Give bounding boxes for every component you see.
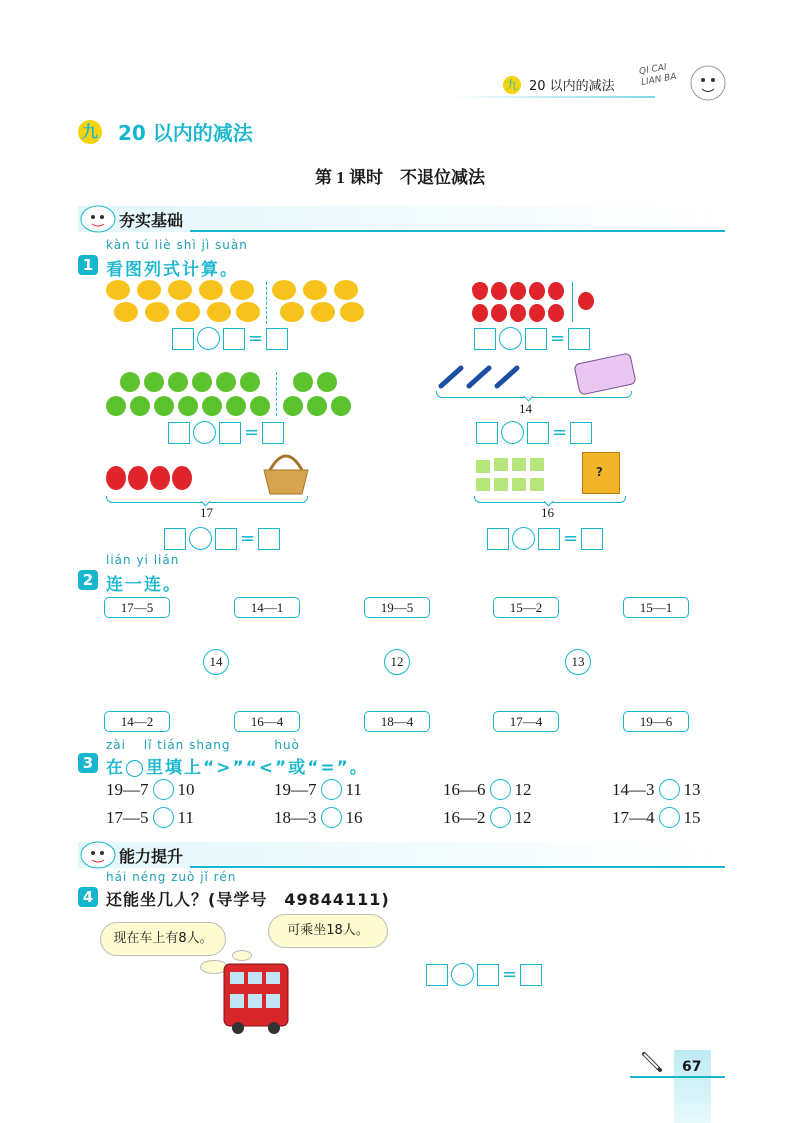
q3-text: 在◯里填上“>”“<”或“=”。 — [106, 758, 369, 778]
cube-group — [474, 458, 546, 494]
match-card-top[interactable]: 15—1 — [623, 597, 689, 618]
section-mascot-icon — [78, 836, 118, 870]
answer-box[interactable] — [520, 964, 542, 986]
q2-number: 2 — [78, 570, 98, 590]
answer-box[interactable] — [538, 528, 560, 550]
answer-box[interactable] — [477, 964, 499, 986]
compare-circle[interactable] — [659, 779, 680, 800]
answer-box[interactable] — [223, 328, 245, 350]
compare-item: 19—7 10 — [106, 779, 195, 799]
compare-item: 19—7 11 — [274, 779, 362, 799]
answer-box[interactable] — [164, 528, 186, 550]
q1-pinyin: kàn tú liè shì jì suàn — [106, 238, 248, 252]
compare-circle[interactable] — [321, 779, 342, 800]
lemon-group-right — [272, 280, 364, 324]
answer-box[interactable] — [426, 964, 448, 986]
section-mascot-icon — [78, 200, 118, 234]
q4-text: 还能坐几人？(导学号 49844111) — [106, 890, 390, 909]
q1d-equation: = — [476, 421, 592, 444]
answer-box[interactable] — [215, 528, 237, 550]
q2-pinyin: lián yi lián — [106, 553, 180, 567]
strawberry-group — [472, 282, 568, 324]
pencil-total-label: 14 — [519, 401, 532, 416]
compare-circle[interactable] — [659, 807, 680, 828]
page-number: 67 — [682, 1059, 702, 1075]
answer-box[interactable] — [219, 422, 241, 444]
match-card-bottom[interactable]: 16—4 — [234, 711, 300, 732]
operator-circle[interactable] — [501, 421, 524, 444]
q1f-equation: = — [487, 527, 603, 550]
compare-circle[interactable] — [153, 807, 174, 828]
mystery-box-icon: ? — [582, 452, 620, 494]
q4-number: 4 — [78, 887, 98, 907]
match-card-top[interactable]: 17—5 — [104, 597, 170, 618]
match-card-bottom[interactable]: 14—2 — [104, 711, 170, 732]
q3-pinyin: zài lǐ tián shang huò — [106, 738, 300, 752]
match-number[interactable]: 13 — [565, 649, 591, 675]
match-number[interactable]: 14 — [203, 649, 229, 675]
operator-circle[interactable] — [451, 963, 474, 986]
chapter-heading — [78, 117, 253, 146]
q1-text: 看图列式计算。 — [106, 260, 239, 280]
answer-box[interactable] — [527, 422, 549, 444]
section-title-advanced: 能力提升 — [119, 847, 184, 866]
answer-box[interactable] — [168, 422, 190, 444]
q4-equation: = — [426, 963, 542, 986]
compare-circle[interactable] — [321, 807, 342, 828]
q1-number: 1 — [78, 255, 98, 275]
answer-box[interactable] — [568, 328, 590, 350]
q3-number: 3 — [78, 753, 98, 773]
lemon-group-left — [106, 280, 260, 324]
chapter-title: 20 以内的减法 — [118, 121, 253, 145]
answer-box[interactable] — [525, 328, 547, 350]
pencil-case-icon — [573, 352, 636, 395]
q1a-equation: = — [172, 327, 288, 350]
answer-box[interactable] — [476, 422, 498, 444]
answer-box[interactable] — [474, 328, 496, 350]
section-title-basics: 夯实基础 — [119, 211, 184, 230]
answer-box[interactable] — [262, 422, 284, 444]
compare-item: 14—3 13 — [612, 779, 701, 799]
q1b-equation: = — [474, 327, 590, 350]
answer-box[interactable] — [172, 328, 194, 350]
mascot-logo — [640, 55, 730, 110]
answer-box[interactable] — [487, 528, 509, 550]
compare-item: 18—3 16 — [274, 807, 363, 827]
compare-circle[interactable] — [490, 807, 511, 828]
speech-bubble-left: 现在车上有8人。 — [100, 922, 226, 956]
operator-circle[interactable] — [197, 327, 220, 350]
answer-box[interactable] — [266, 328, 288, 350]
match-card-top[interactable]: 14—1 — [234, 597, 300, 618]
q4-pinyin: hái néng zuò jǐ rén — [106, 870, 237, 884]
red-apple-group — [106, 466, 196, 494]
pencil-icon — [640, 1050, 664, 1074]
speech-bubble-right: 可乘坐18人。 — [268, 914, 388, 948]
match-card-bottom[interactable]: 18—4 — [364, 711, 430, 732]
match-number[interactable]: 12 — [384, 649, 410, 675]
operator-circle[interactable] — [499, 327, 522, 350]
answer-box[interactable] — [570, 422, 592, 444]
strawberry-icon — [578, 292, 594, 310]
apple-group-right — [283, 372, 353, 418]
compare-item: 16—2 12 — [443, 807, 532, 827]
compare-item: 16—6 12 — [443, 779, 532, 799]
match-card-top[interactable]: 19—5 — [364, 597, 430, 618]
running-header — [503, 75, 615, 94]
mascot-letters: QI CAI LIAN BA — [638, 62, 678, 89]
chapter-badge-small: 九 — [503, 76, 521, 94]
q2-text: 连一连。 — [106, 575, 182, 595]
answer-box[interactable] — [258, 528, 280, 550]
double-decker-bus-icon — [220, 960, 292, 1036]
match-card-bottom[interactable]: 17—4 — [493, 711, 559, 732]
q1e-equation: = — [164, 527, 280, 550]
running-header-title: 20 以内的减法 — [529, 79, 615, 94]
compare-circle[interactable] — [153, 779, 174, 800]
answer-box[interactable] — [581, 528, 603, 550]
compare-circle[interactable] — [490, 779, 511, 800]
match-card-top[interactable]: 15—2 — [493, 597, 559, 618]
apple-group-left — [106, 372, 266, 418]
q1c-equation: = — [168, 421, 284, 444]
match-card-bottom[interactable]: 19—6 — [623, 711, 689, 732]
compare-item: 17—5 11 — [106, 807, 194, 827]
chapter-badge: 九 — [78, 120, 102, 144]
pencils-icon — [437, 362, 523, 390]
operator-circle[interactable] — [189, 527, 212, 550]
basket-icon — [262, 448, 310, 496]
operator-circle[interactable] — [193, 421, 216, 444]
operator-circle[interactable] — [512, 527, 535, 550]
fruit-total-label: 17 — [200, 505, 213, 520]
lesson-title: 第 1 课时 不退位减法 — [315, 168, 485, 187]
cube-total-label: 16 — [541, 505, 554, 520]
compare-item: 17—4 15 — [612, 807, 701, 827]
